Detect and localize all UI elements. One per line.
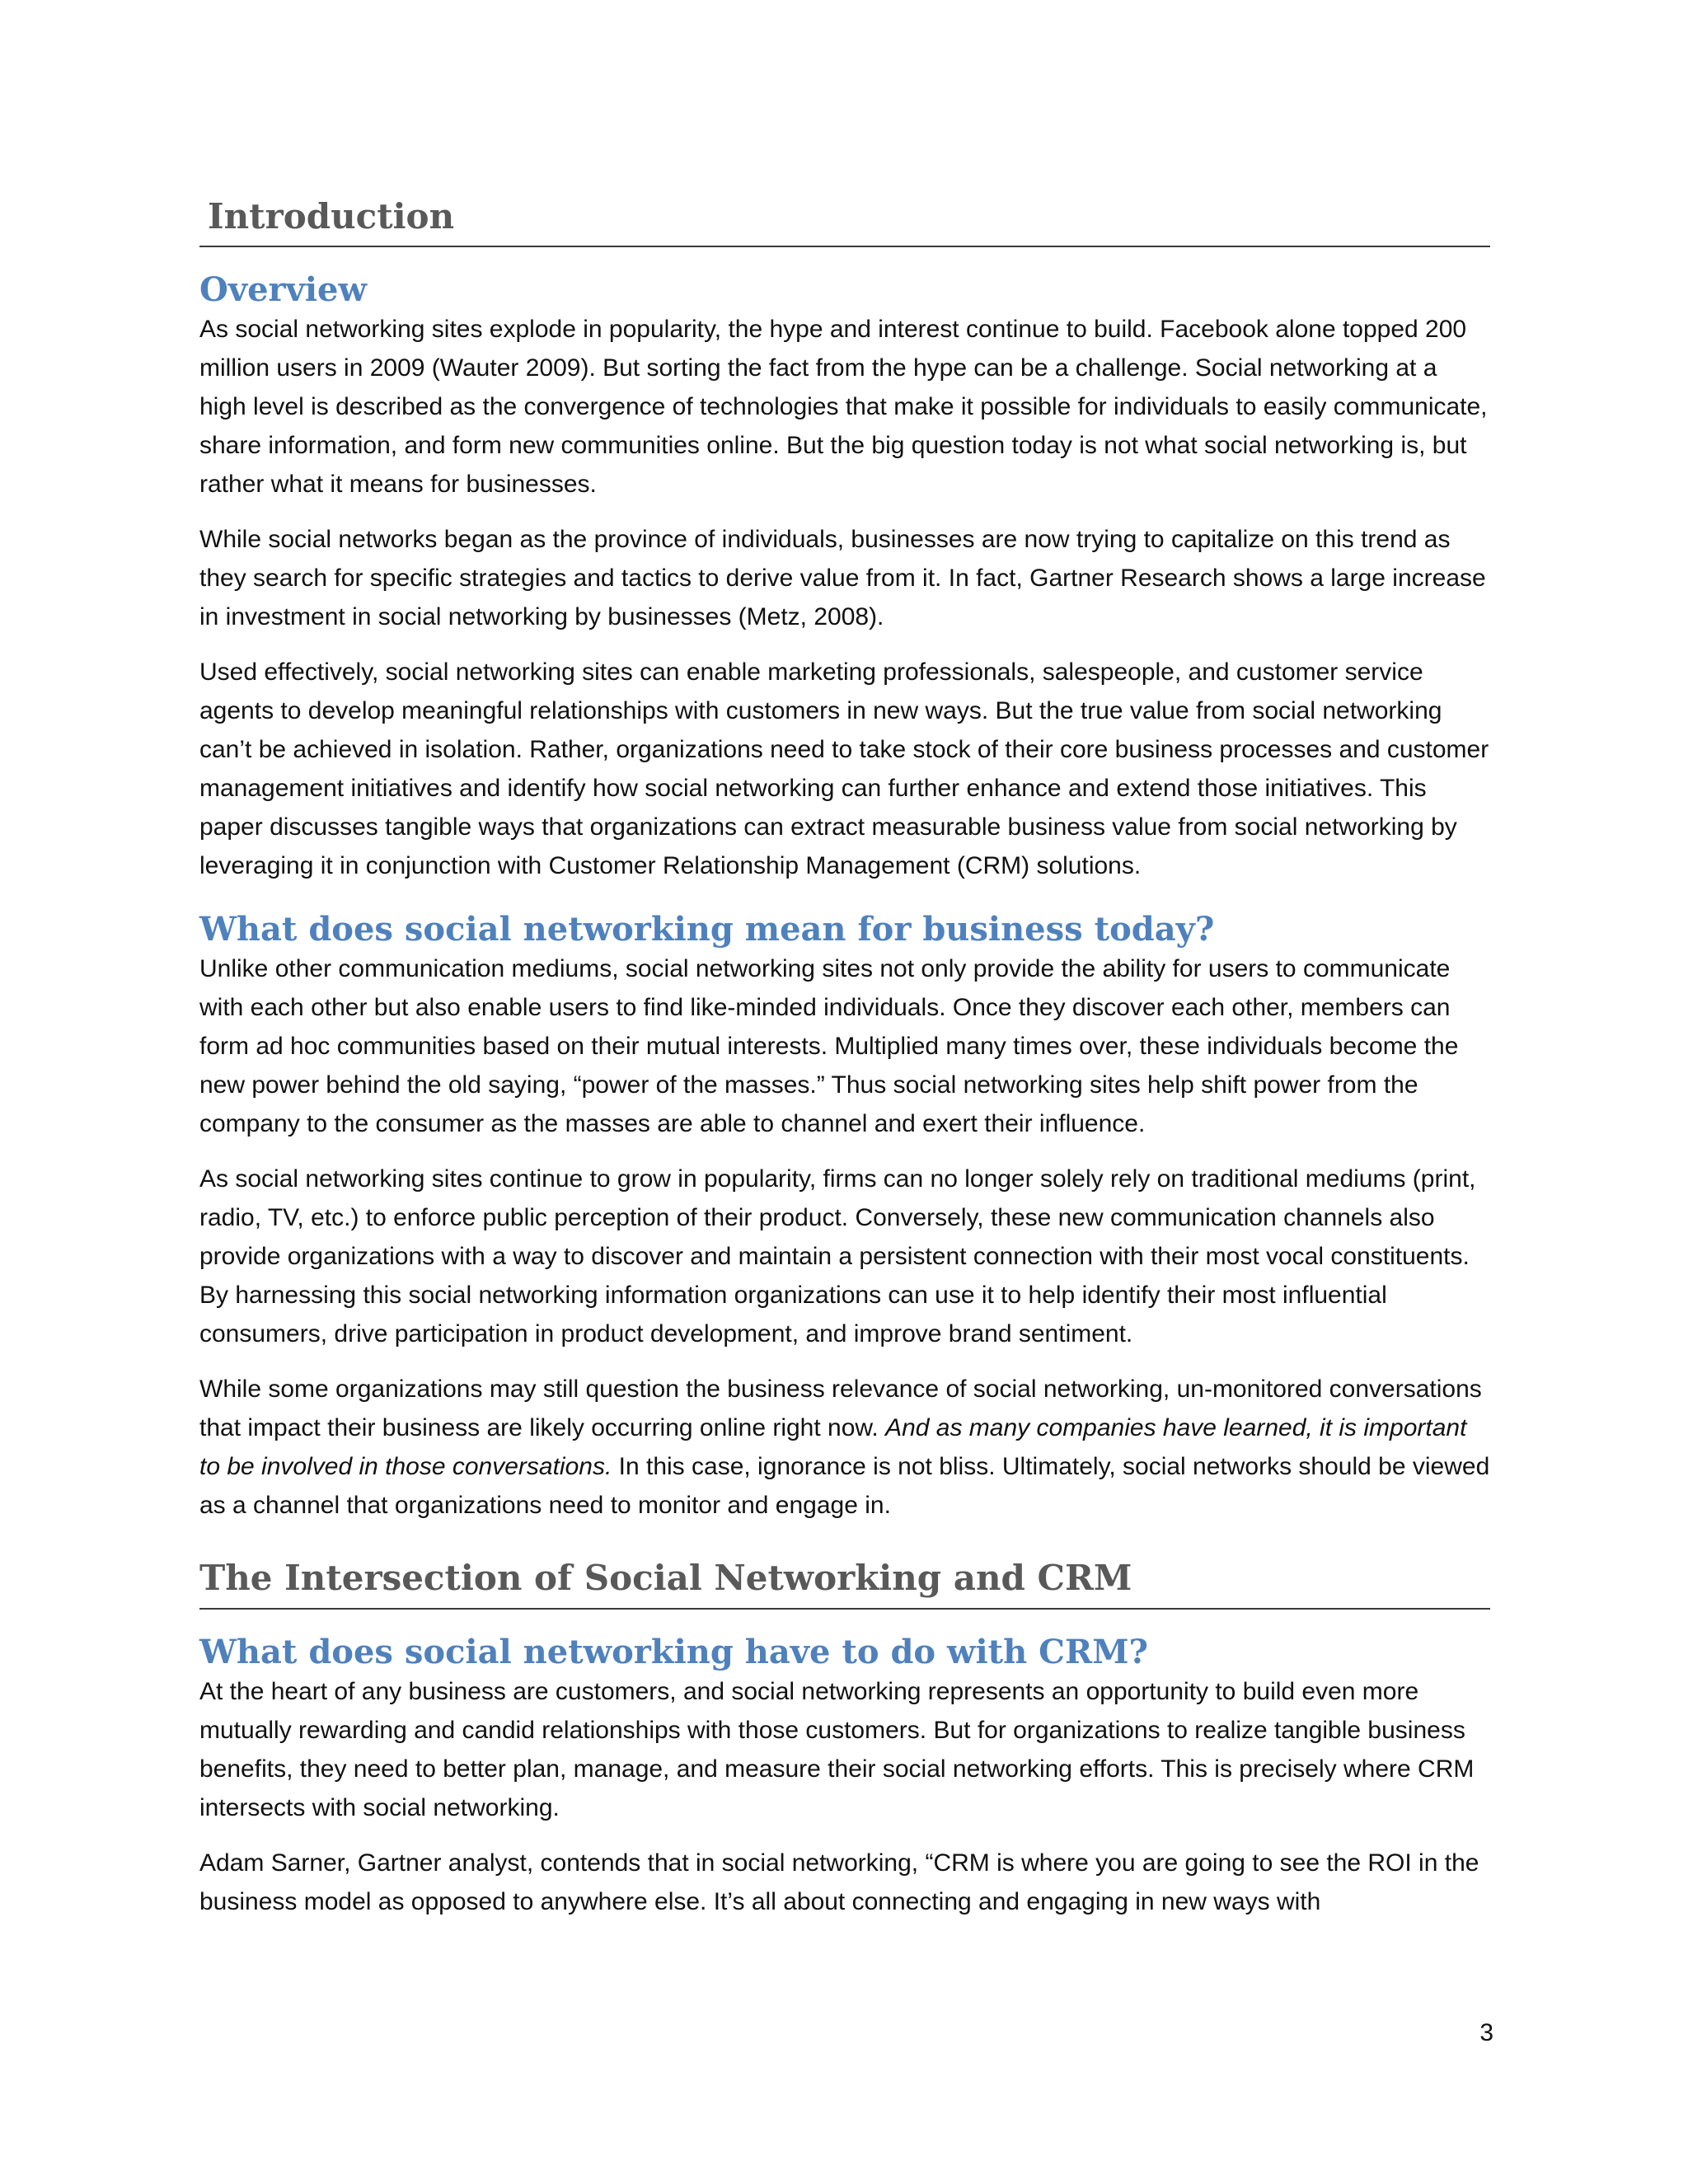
heading-intersection: The Intersection of Social Networking and CRM bbox=[199, 1558, 1490, 1609]
page-number: 3 bbox=[1479, 2019, 1493, 2046]
paragraph-overview-3: Used effectively, social networking sites can enable marketing professionals, salespeople, and customer service agents to develop meaningful relationships with customers in new ways. But the true value from social networking can’t be achieved in isolation. Rather, organizations need to take stock of their core business processes and customer management initiatives and identify how social networking can further enhance and extend those initiatives. This paper discusses tangible ways that organizations can extract measurable business value from social networking by leveraging it in conjunction with Customer Relationship Management (CRM) solutions. bbox=[199, 658, 1489, 880]
paragraph-meaning-2: As social networking sites continue to grow in popularity, firms can no longer solely rely on traditional mediums (print, radio, TV, etc.) to enforce public perception of their product. Conversely, these new communication channels also provide organizations with a way to discover and maintain a persistent connection with their most vocal constituents. By harnessing this social networking information organizations can use it to help identify their most influential consumers, drive participation in product development, and improve brand sentiment. bbox=[199, 1165, 1476, 1348]
heading-overview: Overview bbox=[199, 270, 367, 310]
paragraph-meaning-3-start: While some organizations may still question the business relevance of social networking, un-monitored conversations that impact their business are likely occurring online right now. bbox=[199, 1376, 1482, 1442]
heading-introduction: Introduction bbox=[199, 196, 1490, 247]
paragraph-overview-1: As social networking sites explode in popularity, the hype and interest continue to build. Facebook alone topped 200 million users in 2009 (Wauter 2009). But sorting the fact from the hype can be a challenge. Social networking at a high level is described as the convergence of technologies that make it possible for individuals to easily communicate, share information, and form new communities online. But the big question today is not what social networking is, but rather what it means for businesses. bbox=[199, 316, 1488, 499]
heading-crm: What does social networking have to do with CRM? bbox=[199, 1632, 1148, 1671]
paragraph-meaning-3 bbox=[199, 1370, 1490, 1525]
paragraph-overview-2: While social networks began as the province of individuals, businesses are now trying to capitalize on this trend as they search for specific strategies and tactics to derive value from it. In fact, Gartner Research shows a large increase in investment in social networking by businesses (Metz, 2008). bbox=[199, 526, 1486, 631]
heading-business-meaning: What does social networking mean for business today? bbox=[199, 910, 1215, 949]
paragraph-meaning-1: Unlike other communication mediums, social networking sites not only provide the ability for users to communicate with each other but also enable users to find like-minded individuals. Once they discover each other, members can form ad hoc communities based on their mutual interests. Multiplied many times over, these individuals become the new power behind the old saying, “power of the masses.” Thus social networking sites help shift power from the company to the consumer as the masses are able to channel and exert their influence. bbox=[199, 955, 1459, 1138]
paragraph-crm-1: At the heart of any business are customers, and social networking represents an opportunity to build even more mutually rewarding and candid relationships with those customers. But for organizations to realize tangible business benefits, they need to better plan, manage, and measure their social networking efforts. This is precisely where CRM intersects with social networking. bbox=[199, 1677, 1475, 1821]
paragraph-meaning-3-end: In this case, ignorance is not bliss. Ultimately, social networks should be viewed as a channel that organizations need to monitor and engage in. bbox=[199, 1453, 1490, 1520]
page-content bbox=[199, 196, 1490, 1938]
paragraph-crm-2: Adam Sarner, Gartner analyst, contends that in social networking, “CRM is where you are going to see the ROI in the business model as opposed to anywhere else. It’s all about connecting and engaging in new ways with bbox=[199, 1849, 1479, 1915]
paragraph-meaning-3-italic: And as many companies have learned, it is important to be involved in those conversations. bbox=[199, 1414, 1467, 1481]
